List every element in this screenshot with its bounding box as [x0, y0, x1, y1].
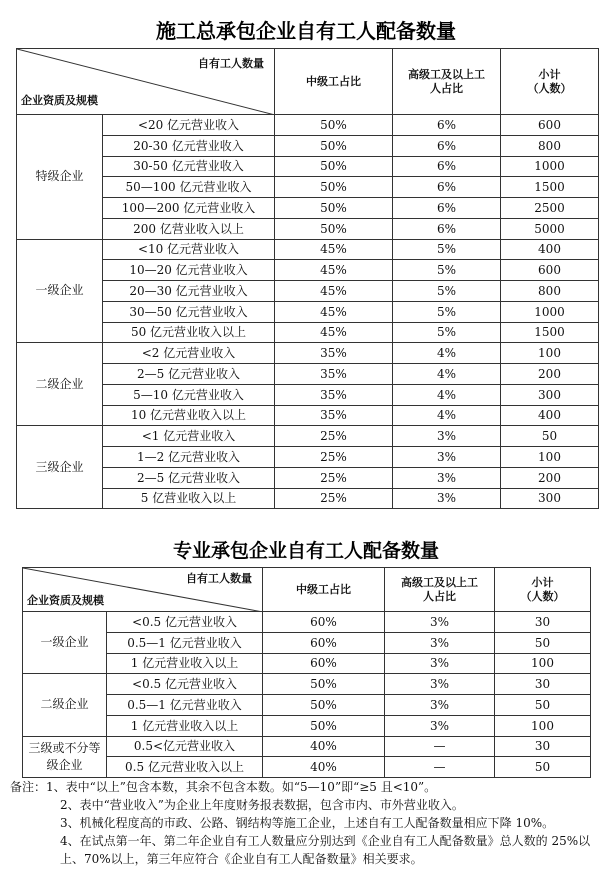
- table-row: [23, 695, 591, 716]
- mid-level-ratio-cell: 35%: [275, 343, 393, 364]
- table-row: [17, 343, 599, 364]
- table-row: [17, 447, 599, 468]
- senior-level-ratio-cell: 3%: [385, 695, 495, 716]
- mid-level-ratio-cell: 25%: [275, 447, 393, 468]
- subtotal-cell: 100: [501, 343, 599, 364]
- revenue-scale-cell: <1 亿元营业收入: [103, 426, 275, 447]
- notes: [10, 778, 606, 868]
- senior-level-ratio-cell: 6%: [393, 135, 501, 156]
- table-row: [23, 674, 591, 695]
- mid-level-ratio-cell: 50%: [275, 218, 393, 239]
- subtotal-cell: 200: [501, 467, 599, 488]
- table1-title: 施工总承包企业自有工人配备数量: [156, 19, 456, 43]
- subtotal-cell: 30: [495, 612, 591, 633]
- mid-level-ratio-cell: 45%: [275, 322, 393, 343]
- mid-level-ratio-cell: 50%: [275, 198, 393, 219]
- revenue-scale-cell: 0.5—1 亿元营业收入: [107, 695, 263, 716]
- construction-workers-table: [16, 48, 599, 509]
- diag-bottom-label: 企业资质及规模: [21, 94, 98, 107]
- table-row: [23, 632, 591, 653]
- table-row: [17, 115, 599, 136]
- table-row: [17, 177, 599, 198]
- table-row: [17, 467, 599, 488]
- senior-level-ratio-cell: 3%: [385, 653, 495, 674]
- mid-level-header: 中级工占比: [263, 568, 385, 612]
- senior-level-header: 高级工及以上工 人占比: [385, 568, 495, 612]
- revenue-scale-cell: 1 亿元营业收入以上: [107, 715, 263, 736]
- table-row: [23, 757, 591, 778]
- table-row: [17, 239, 599, 260]
- mid-level-ratio-cell: 45%: [275, 281, 393, 302]
- senior-level-ratio-cell: 4%: [393, 343, 501, 364]
- mid-level-ratio-cell: 50%: [275, 135, 393, 156]
- senior-level-header: 高级工及以上工 人占比: [393, 49, 501, 115]
- senior-level-ratio-cell: 4%: [393, 405, 501, 426]
- diagonal-header-cell: [23, 568, 263, 612]
- table-row: [17, 281, 599, 302]
- senior-level-ratio-cell: 3%: [385, 674, 495, 695]
- revenue-scale-cell: <2 亿元营业收入: [103, 343, 275, 364]
- senior-level-ratio-cell: 5%: [393, 260, 501, 281]
- mid-level-ratio-cell: 50%: [263, 695, 385, 716]
- mid-level-ratio-cell: 35%: [275, 384, 393, 405]
- revenue-scale-cell: 10—20 亿元营业收入: [103, 260, 275, 281]
- senior-level-ratio-cell: 3%: [385, 715, 495, 736]
- subtotal-cell: 1500: [501, 322, 599, 343]
- subtotal-cell: 30: [495, 736, 591, 757]
- mid-level-ratio-cell: 45%: [275, 301, 393, 322]
- subtotal-cell: 50: [495, 757, 591, 778]
- senior-level-ratio-cell: —: [385, 757, 495, 778]
- subtotal-cell: 5000: [501, 218, 599, 239]
- note-4: 4、在试点第一年、第二年企业自有工人数量应分别达到《企业自有工人配备数量》总人数的 25%以上、70%以上，第三年应符合《企业自有工人配备数量》相关要求。: [60, 834, 591, 866]
- subtotal-cell: 2500: [501, 198, 599, 219]
- revenue-scale-cell: 5—10 亿元营业收入: [103, 384, 275, 405]
- revenue-scale-cell: 20-30 亿元营业收入: [103, 135, 275, 156]
- mid-level-ratio-cell: 25%: [275, 467, 393, 488]
- table-row: [17, 384, 599, 405]
- senior-level-ratio-cell: 6%: [393, 218, 501, 239]
- table-row: [23, 653, 591, 674]
- senior-level-ratio-cell: 4%: [393, 364, 501, 385]
- subtotal-cell: 800: [501, 281, 599, 302]
- subtotal-cell: 300: [501, 488, 599, 509]
- revenue-scale-cell: 1—2 亿元营业收入: [103, 447, 275, 468]
- senior-level-ratio-cell: 6%: [393, 177, 501, 198]
- header-row: [17, 49, 599, 115]
- table-row: [17, 488, 599, 509]
- senior-level-ratio-cell: 6%: [393, 115, 501, 136]
- mid-level-ratio-cell: 25%: [275, 488, 393, 509]
- mid-level-ratio-cell: 60%: [263, 632, 385, 653]
- mid-level-ratio-cell: 40%: [263, 757, 385, 778]
- subtotal-cell: 1500: [501, 177, 599, 198]
- table-row: [17, 301, 599, 322]
- revenue-scale-cell: 0.5—1 亿元营业收入: [107, 632, 263, 653]
- subtotal-cell: 800: [501, 135, 599, 156]
- diag-bottom-label: 企业资质及规模: [27, 594, 104, 607]
- subtotal-cell: 30: [495, 674, 591, 695]
- table2-title: 专业承包企业自有工人配备数量: [172, 540, 439, 562]
- qualification-group-cell: 三级或不分等级企业: [23, 736, 107, 778]
- revenue-scale-cell: 1 亿元营业收入以上: [107, 653, 263, 674]
- revenue-scale-cell: 0.5<亿元营业收入: [107, 736, 263, 757]
- subtotal-cell: 1000: [501, 156, 599, 177]
- senior-level-ratio-cell: 5%: [393, 301, 501, 322]
- subtotal-header: 小计 （人数）: [501, 49, 599, 115]
- table-row: [17, 322, 599, 343]
- table-row: [17, 426, 599, 447]
- table-row: [17, 218, 599, 239]
- mid-level-header: 中级工占比: [275, 49, 393, 115]
- senior-level-ratio-cell: 5%: [393, 281, 501, 302]
- table-row: [17, 156, 599, 177]
- subtotal-header: 小计 （人数）: [495, 568, 591, 612]
- senior-level-ratio-cell: 6%: [393, 198, 501, 219]
- senior-level-ratio-cell: 3%: [393, 467, 501, 488]
- subtotal-cell: 50: [495, 632, 591, 653]
- mid-level-ratio-cell: 50%: [263, 674, 385, 695]
- qualification-group-cell: 一级企业: [17, 239, 103, 343]
- subtotal-cell: 50: [495, 695, 591, 716]
- mid-level-ratio-cell: 50%: [263, 715, 385, 736]
- subtotal-cell: 100: [495, 653, 591, 674]
- senior-level-ratio-cell: 3%: [385, 632, 495, 653]
- table-row: [17, 198, 599, 219]
- specialty-workers-table: [22, 567, 591, 778]
- senior-level-ratio-cell: 3%: [393, 488, 501, 509]
- revenue-scale-cell: 50—100 亿元营业收入: [103, 177, 275, 198]
- revenue-scale-cell: <20 亿元营业收入: [103, 115, 275, 136]
- revenue-scale-cell: 30—50 亿元营业收入: [103, 301, 275, 322]
- table-row: [17, 405, 599, 426]
- mid-level-ratio-cell: 60%: [263, 653, 385, 674]
- mid-level-ratio-cell: 45%: [275, 260, 393, 281]
- table-row: [23, 715, 591, 736]
- subtotal-cell: 50: [501, 426, 599, 447]
- diagonal-header-cell: [17, 49, 275, 115]
- qualification-group-cell: 特级企业: [17, 115, 103, 240]
- subtotal-cell: 600: [501, 260, 599, 281]
- senior-level-ratio-cell: —: [385, 736, 495, 757]
- qualification-group-cell: 二级企业: [23, 674, 107, 736]
- table-row: [17, 260, 599, 281]
- mid-level-ratio-cell: 45%: [275, 239, 393, 260]
- revenue-scale-cell: <10 亿元营业收入: [103, 239, 275, 260]
- mid-level-ratio-cell: 35%: [275, 364, 393, 385]
- revenue-scale-cell: 200 亿营业收入以上: [103, 218, 275, 239]
- subtotal-cell: 100: [501, 447, 599, 468]
- qualification-group-cell: 三级企业: [17, 426, 103, 509]
- revenue-scale-cell: 10 亿元营业收入以上: [103, 405, 275, 426]
- senior-level-ratio-cell: 5%: [393, 322, 501, 343]
- revenue-scale-cell: <0.5 亿元营业收入: [107, 674, 263, 695]
- subtotal-cell: 200: [501, 364, 599, 385]
- revenue-scale-cell: 2—5 亿元营业收入: [103, 467, 275, 488]
- table-row: [23, 736, 591, 757]
- diag-top-label: 自有工人数量: [198, 57, 264, 70]
- senior-level-ratio-cell: 5%: [393, 239, 501, 260]
- revenue-scale-cell: 2—5 亿元营业收入: [103, 364, 275, 385]
- table-row: [17, 135, 599, 156]
- table-row: [17, 364, 599, 385]
- mid-level-ratio-cell: 50%: [275, 115, 393, 136]
- revenue-scale-cell: 30-50 亿元营业收入: [103, 156, 275, 177]
- qualification-group-cell: 一级企业: [23, 612, 107, 674]
- senior-level-ratio-cell: 3%: [393, 447, 501, 468]
- senior-level-ratio-cell: 6%: [393, 156, 501, 177]
- note-2: 2、表中“营业收入”为企业上年度财务报表数据，包含市内、市外营业收入。: [60, 798, 464, 812]
- revenue-scale-cell: 100—200 亿元营业收入: [103, 198, 275, 219]
- qualification-group-cell: 二级企业: [17, 343, 103, 426]
- mid-level-ratio-cell: 50%: [275, 156, 393, 177]
- subtotal-cell: 300: [501, 384, 599, 405]
- note-3: 3、机械化程度高的市政、公路、钢结构等施工企业，上述自有工人配备数量相应下降 10%。: [60, 816, 555, 830]
- table-row: [23, 612, 591, 633]
- senior-level-ratio-cell: 3%: [385, 612, 495, 633]
- senior-level-ratio-cell: 4%: [393, 384, 501, 405]
- mid-level-ratio-cell: 40%: [263, 736, 385, 757]
- revenue-scale-cell: 5 亿营业收入以上: [103, 488, 275, 509]
- diag-top-label: 自有工人数量: [186, 572, 252, 585]
- header-row: [23, 568, 591, 612]
- subtotal-cell: 100: [495, 715, 591, 736]
- mid-level-ratio-cell: 50%: [275, 177, 393, 198]
- subtotal-cell: 1000: [501, 301, 599, 322]
- subtotal-cell: 600: [501, 115, 599, 136]
- revenue-scale-cell: 20—30 亿元营业收入: [103, 281, 275, 302]
- note-1: 备注：1、表中“以上”包含本数，其余不包含本数。如“5—10”即“≥5 且<10”。: [10, 780, 437, 794]
- senior-level-ratio-cell: 3%: [393, 426, 501, 447]
- mid-level-ratio-cell: 60%: [263, 612, 385, 633]
- mid-level-ratio-cell: 25%: [275, 426, 393, 447]
- mid-level-ratio-cell: 35%: [275, 405, 393, 426]
- subtotal-cell: 400: [501, 239, 599, 260]
- revenue-scale-cell: <0.5 亿元营业收入: [107, 612, 263, 633]
- revenue-scale-cell: 50 亿元营业收入以上: [103, 322, 275, 343]
- subtotal-cell: 400: [501, 405, 599, 426]
- revenue-scale-cell: 0.5 亿元营业收入以上: [107, 757, 263, 778]
